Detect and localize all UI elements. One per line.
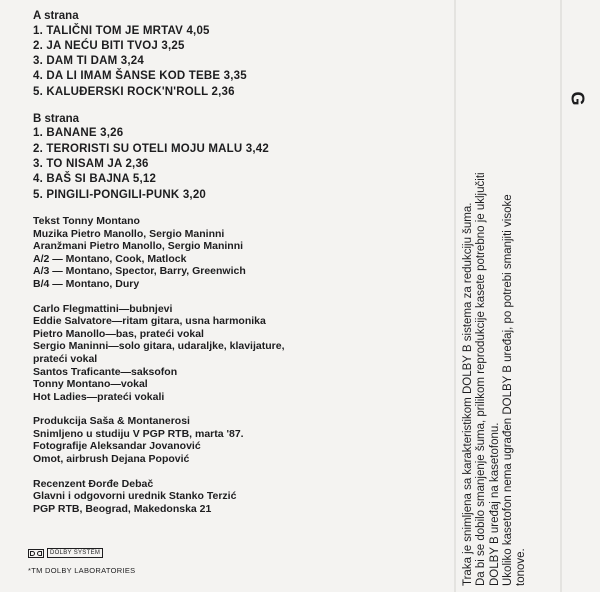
production-line: Omot, airbrush Dejana Popović bbox=[33, 453, 190, 466]
track-b2: 2. TERORISTI SU OTELI MOJU MALU 3,42 bbox=[33, 142, 269, 155]
dolby-double-d-icon bbox=[28, 549, 44, 558]
main-column bbox=[33, 9, 433, 515]
spine-note-line: Ukoliko kasetofon nema ugrađen DOLBY B uređaj, po potrebi smanjiti visoke bbox=[501, 194, 514, 586]
track-b1: 1. BANANE 3,26 bbox=[33, 127, 124, 140]
musician-line: Sergio Maninni—solo gitara, udaraljke, klavijature, bbox=[33, 340, 285, 353]
credit-line: Muzika Pietro Manollo, Sergio Maninni bbox=[33, 227, 225, 240]
production-line: Snimljeno u studiju V PGP RTB, marta '87. bbox=[33, 427, 244, 440]
musician-line: Santos Traficante—saksofon bbox=[33, 365, 178, 378]
track-a5: 5. KALUĐERSKI ROCK'N'ROLL 2,36 bbox=[33, 85, 235, 98]
publisher-line: PGP RTB, Beograd, Makedonska 21 bbox=[33, 502, 212, 515]
credit-line: Tekst Tonny Montano bbox=[33, 214, 140, 227]
production-line: Produkcija Saša & Montanerosi bbox=[33, 415, 190, 428]
dolby-trademark: *TM DOLBY LABORATORIES bbox=[28, 566, 136, 575]
dolby-logo bbox=[28, 548, 135, 575]
track-b3: 3. TO NISAM JA 2,36 bbox=[33, 158, 149, 171]
production-line: Fotografije Aleksandar Jovanović bbox=[33, 440, 201, 453]
musician-line: Carlo Flegmattini—bubnjevi bbox=[33, 302, 173, 315]
side-b-tracklist bbox=[33, 126, 433, 202]
dolby-system-label: DOLBY SYSTEM bbox=[47, 548, 103, 558]
musician-line: Hot Ladies—prateći vokali bbox=[33, 390, 165, 403]
publisher-line: Recenzent Đorđe Debač bbox=[33, 477, 154, 490]
track-a4: 4. DA LI IMAM ŠANSE KOD TEBE 3,35 bbox=[33, 70, 247, 83]
track-b5: 5. PINGILI-PONGILI-PUNK 3,20 bbox=[33, 188, 207, 201]
track-b4: 4. BAŠ SI BAJNA 5,12 bbox=[33, 173, 157, 186]
musicians-block bbox=[33, 303, 433, 404]
side-b-title: B strana bbox=[33, 112, 80, 125]
publisher-line: Glavni i odgovorni urednik Stanko Terzić bbox=[33, 490, 237, 503]
musician-line: prateći vokal bbox=[33, 352, 98, 365]
spine-note-line: tonove. bbox=[515, 548, 528, 586]
track-a2: 2. JA NEĆU BITI TVOJ 3,25 bbox=[33, 39, 185, 52]
musician-line: Pietro Manollo—bas, prateći vokal bbox=[33, 327, 204, 340]
publisher-block bbox=[33, 478, 433, 516]
spine-note-line: Da bi se dobilo smanjenje šuma, prilikom reprodukcije kasete potrebno je uključiti bbox=[475, 172, 488, 586]
track-a1: 1. TALIČNI TOM JE MRTAV 4,05 bbox=[33, 24, 210, 37]
credit-line: B/4 — Montano, Dury bbox=[33, 277, 140, 290]
track-a3: 3. DAM TI DAM 3,24 bbox=[33, 55, 144, 68]
side-a-title: A strana bbox=[33, 10, 79, 22]
spine-note-line: DOLBY B uređaj na kasetofonu. bbox=[488, 422, 501, 586]
credits-block bbox=[33, 215, 433, 291]
corner-mark: G bbox=[567, 91, 588, 106]
side-a-tracklist bbox=[33, 24, 433, 100]
spine-note bbox=[452, 0, 572, 592]
musician-line: Tonny Montano—vokal bbox=[33, 378, 148, 391]
spine-note-line: Traka je snimljena sa karakteristikom DOLBY B sistema za redukciju šuma. bbox=[462, 202, 474, 586]
credit-line: Aranžmani Pietro Manollo, Sergio Maninni bbox=[33, 240, 244, 253]
credit-line: A/3 — Montano, Spector, Barry, Greenwich bbox=[33, 265, 246, 278]
musician-line: Eddie Salvatore—ritam gitara, usna harmonika bbox=[33, 315, 266, 328]
production-block bbox=[33, 415, 433, 465]
credit-line: A/2 — Montano, Cook, Matlock bbox=[33, 252, 187, 265]
